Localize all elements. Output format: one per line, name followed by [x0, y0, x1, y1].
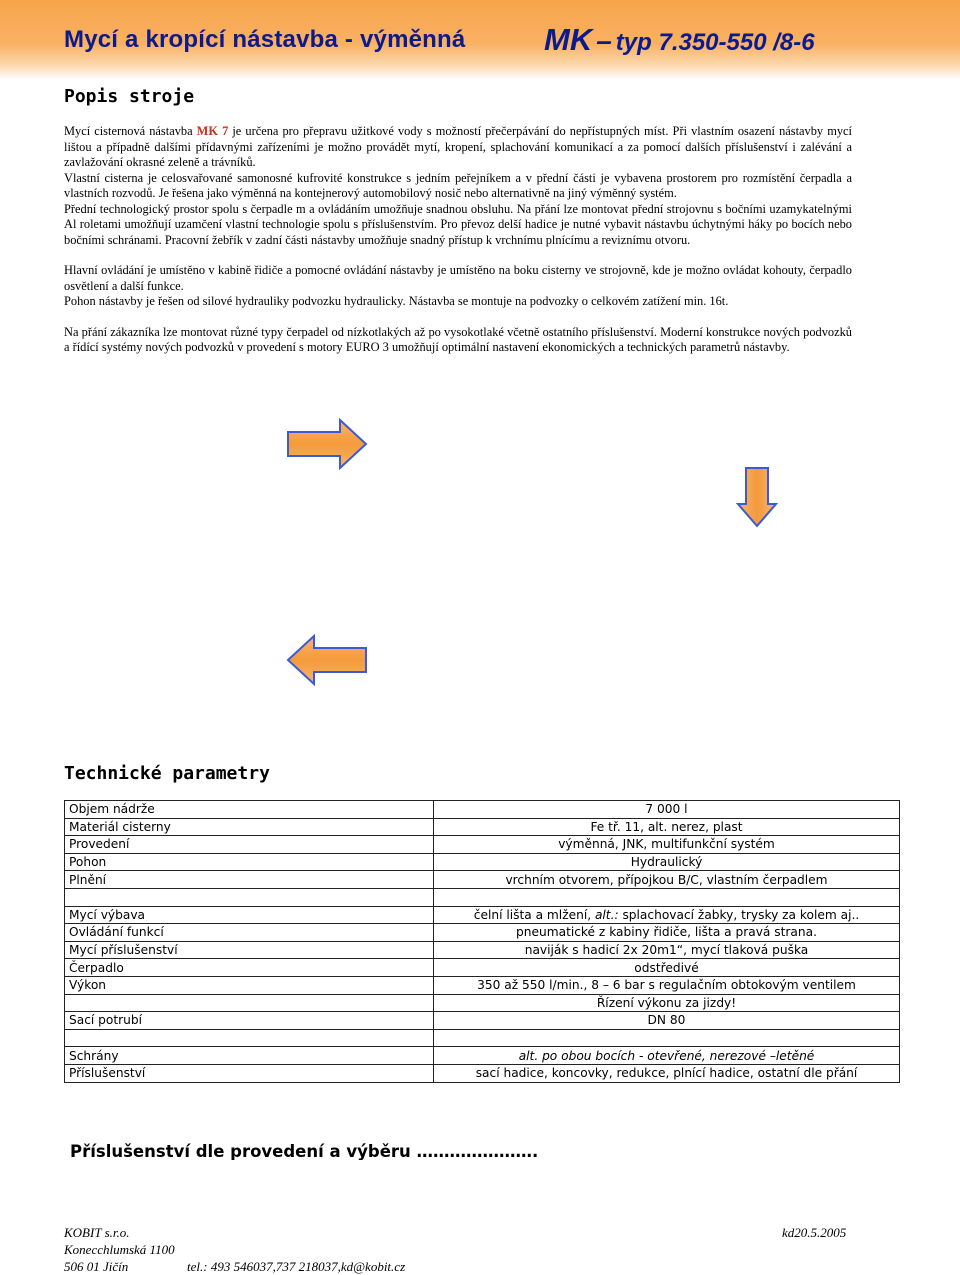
- param-name: Sací potrubí: [65, 1012, 434, 1030]
- param-value: sací hadice, koncovky, redukce, plnící hadice, ostatní dle přání: [434, 1064, 900, 1082]
- param-value-part: čelní lišta a mlžení,: [473, 907, 595, 922]
- model-dash: –: [596, 25, 612, 56]
- table-row: [65, 1064, 900, 1082]
- model-type: typ 7.350-550 /8-6: [615, 29, 815, 56]
- paragraph-3: Přední technologický prostor spolu s čerpadle m a ovládáním umožňuje snadnou obsluhu. Na přání lze montovat přední strojovnu s bočními uzamykatelnými Al roletami umožňují uzamčení vlastní technologie spolu s příslušenstvím. Pro převoz delší hadice je nutné vybavit nástavbu úchytnými háky po bocích nebo bočními schránami. Pracovní žebřík v zadní části nástavby umožňuje snadný přístup k vrchnímu plnícímu a reviznímu otvoru.: [64, 201, 852, 247]
- paragraph-1-rest: je určena pro přepravu užitkové vody s možností přečerpávání do nepřístupných míst. Při vlastním osazení nástavby mycí lištou a případně dalšími přídavnými zařízeními je možno provádět mytí, kropení, splachování komunikací a za pomocí dalších příslušenství i zalévání a zavlažování okrasné zeleně a trávníků.: [64, 124, 852, 169]
- model-highlight: MK 7: [196, 124, 229, 138]
- param-name: Mycí výbava: [65, 906, 434, 924]
- param-name: [65, 888, 434, 906]
- param-name: Výkon: [65, 976, 434, 994]
- parameters-table: [64, 800, 900, 1083]
- param-name: Schrány: [65, 1047, 434, 1065]
- paragraph-1: [64, 124, 852, 171]
- table-row: [65, 853, 900, 871]
- param-value: 350 až 550 l/min., 8 – 6 bar s regulačním obtokovým ventilem: [434, 976, 900, 994]
- footer-date: kd20.5.2005: [782, 1225, 847, 1240]
- param-value: pneumatické z kabiny řidiče, lišta a pravá strana.: [434, 924, 900, 942]
- param-value: alt. po obou bocích - otevřené, nerezové –letěné: [434, 1047, 900, 1065]
- param-value: 7 000 l: [434, 801, 900, 819]
- model-designation: [544, 22, 815, 58]
- section-heading-technicke: Technické parametry: [64, 763, 270, 784]
- param-value: DN 80: [434, 1012, 900, 1030]
- param-value: vrchním otvorem, přípojkou B/C, vlastním čerpadlem: [434, 871, 900, 889]
- arrow-down-icon: [736, 466, 778, 528]
- param-value: výměnná, JNK, multifunkční systém: [434, 836, 900, 854]
- table-row: [65, 941, 900, 959]
- table-row: [65, 959, 900, 977]
- param-name: Pohon: [65, 853, 434, 871]
- param-name: [65, 994, 434, 1012]
- param-value-alt: alt.:: [594, 907, 619, 922]
- footer-contact: tel.: 493 546037,737 218037,kd@kobit.cz: [187, 1259, 406, 1274]
- param-value: Hydraulický: [434, 853, 900, 871]
- param-value: Řízení výkonu za jizdy!: [434, 994, 900, 1012]
- paragraph-6: Na přání zákazníka lze montovat různé typy čerpadel od nízkotlakých až po vysokotlaké včetně ostatního příslušenství. Moderní konstrukce nových podvozků a řídící systémy nových podvozků v provedení s motory EURO 3 umožňují optimální nastavení ekonomických a technických parametrů nástavby.: [64, 324, 852, 354]
- table-row: [65, 818, 900, 836]
- paragraph-4: Hlavní ovládání je umístěno v kabině řidiče a pomocné ovládání nástavby je umístěno na boku cisterny ve strojovně, kde je možno ovládat kohouty, čerpadlo osvětlení a další funkce.: [64, 263, 852, 293]
- param-name: Objem nádrže: [65, 801, 434, 819]
- model-mk: MK: [544, 22, 593, 57]
- table-row: [65, 994, 900, 1012]
- param-value: [434, 906, 900, 924]
- param-name: Příslušenství: [65, 1064, 434, 1082]
- footer-street: Konecchlumská 1100: [64, 1242, 175, 1257]
- section-heading-popis: Popis stroje: [64, 86, 195, 107]
- footer-company: KOBIT s.r.o.: [64, 1225, 130, 1240]
- accessories-heading: Příslušenství dle provedení a výběru ………………….: [70, 1142, 539, 1160]
- param-name: [65, 1029, 434, 1047]
- table-row-empty: [65, 888, 900, 906]
- param-value: naviják s hadicí 2x 20m1“, mycí tlaková puška: [434, 941, 900, 959]
- param-name: Mycí příslušenství: [65, 941, 434, 959]
- param-name: Materiál cisterny: [65, 818, 434, 836]
- table-row: [65, 1012, 900, 1030]
- arrow-right-icon: [286, 418, 368, 470]
- table-row: [65, 871, 900, 889]
- table-row: [65, 976, 900, 994]
- table-row-empty: [65, 1029, 900, 1047]
- paragraph-5: Pohon nástavby je řešen od silové hydrauliky podvozku hydraulicky. Nástavba se montuje na podvozky o celkovém zatížení min. 16t.: [64, 294, 729, 308]
- param-name: Čerpadlo: [65, 959, 434, 977]
- table-row: [65, 924, 900, 942]
- paragraph-2: Vlastní cisterna je celosvařované samonosné kufrovité konstrukce s jedním peřejníkem a v přední části je vybavena prostorem pro rozmístění čerpadla a vlastních rozvodů. Je řešena jako výměnná na kontejnerový automobilový nosič nebo alternativně na jiný výměnný systém.: [64, 170, 852, 200]
- param-name: Ovládání funkcí: [65, 924, 434, 942]
- param-value-part: splachovací žabky, trysky za kolem aj..: [618, 907, 860, 922]
- arrow-left-icon: [286, 634, 368, 686]
- param-value: [434, 888, 900, 906]
- param-name: Plnění: [65, 871, 434, 889]
- paragraph-1-start: Mycí cisternová nástavba: [64, 124, 197, 138]
- page-title: Mycí a kropící nástavba - výměnná: [64, 26, 466, 53]
- param-value: [434, 1029, 900, 1047]
- header-bar: [0, 0, 960, 80]
- param-value: Fe tř. 11, alt. nerez, plast: [434, 818, 900, 836]
- footer-city: 506 01 Jičín: [64, 1259, 129, 1274]
- description-text: [64, 124, 852, 356]
- table-row: [65, 906, 900, 924]
- table-row: [65, 836, 900, 854]
- table-row: [65, 801, 900, 819]
- param-name: Provedení: [65, 836, 434, 854]
- param-value: odstředivé: [434, 959, 900, 977]
- table-row: [65, 1047, 900, 1065]
